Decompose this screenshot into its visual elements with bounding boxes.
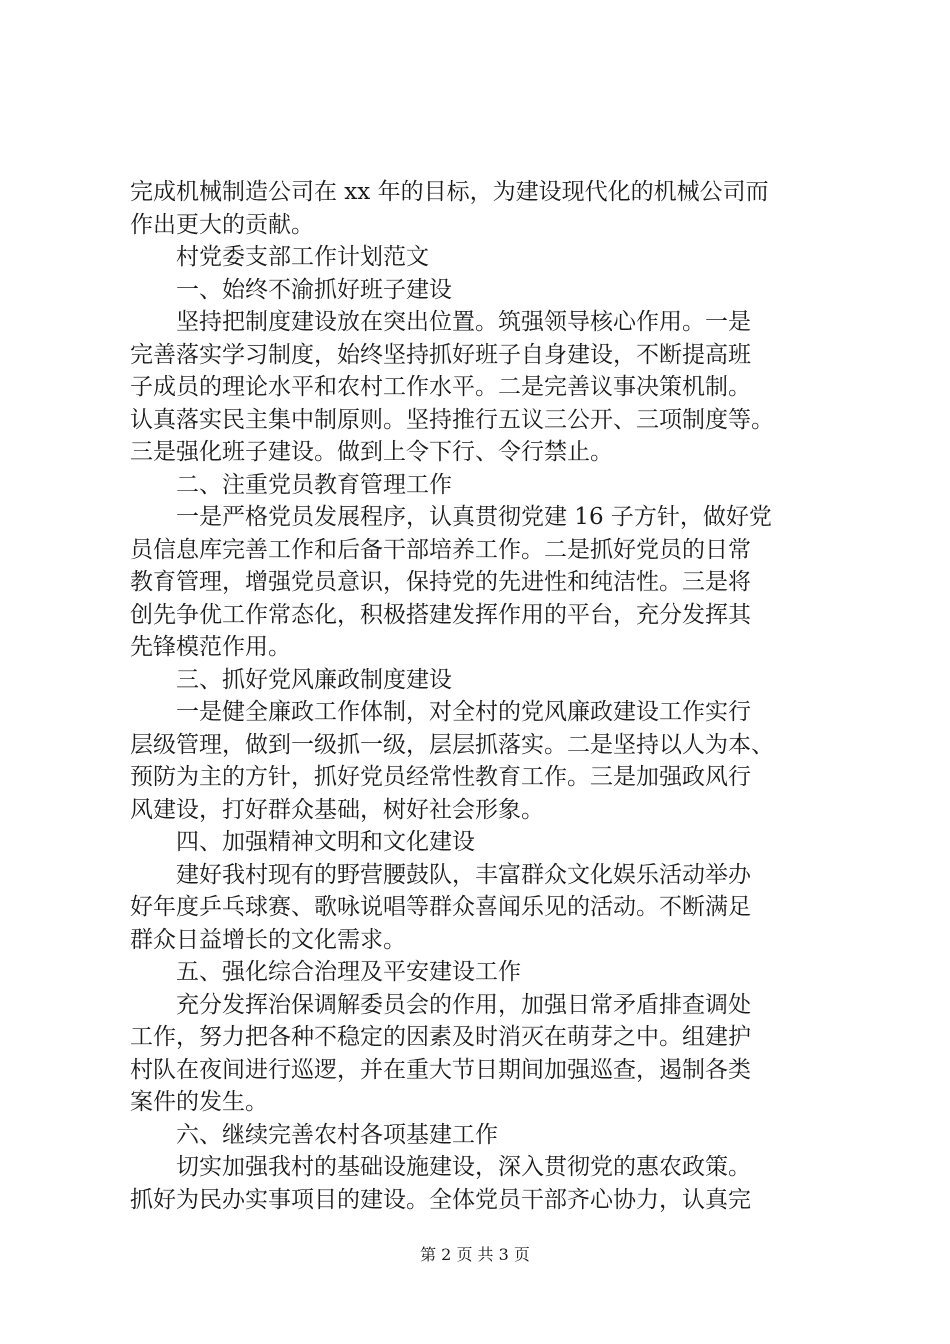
text-line: 认真落实民主集中制原则。坚持推行五议三公开、三项制度等。: [130, 406, 774, 433]
text-line: 建好我村现有的野营腰鼓队，丰富群众文化娱乐活动举办: [176, 861, 751, 888]
text-line: 教育管理，增强党员意识，保持党的先进性和纯洁性。三是将: [130, 569, 751, 595]
text-line: 二、注重党员教育管理工作: [176, 471, 452, 498]
text-line: 创先争优工作常态化，积极搭建发挥作用的平台，充分发挥其: [130, 601, 751, 628]
text-line: 工作，努力把各种不稳定的因素及时消灭在萌芽之中。组建护: [130, 1024, 751, 1050]
text-line: 村党委支部工作计划范文: [176, 244, 429, 270]
text-line: 五、强化综合治理及平安建设工作: [176, 959, 521, 985]
text-line: 风建设，打好群众基础，树好社会形象。: [130, 796, 544, 823]
text-line: 子成员的理论水平和农村工作水平。二是完善议事决策机制。: [130, 374, 751, 400]
text-line: 一是严格党员发展程序，认真贯彻党建 16 子方针，做好党: [176, 504, 772, 530]
text-line: 群众日益增长的文化需求。: [130, 926, 406, 953]
text-line: 一、始终不渝抓好班子建设: [176, 276, 452, 303]
text-line: 三是强化班子建设。做到上令下行、令行禁止。: [130, 439, 613, 465]
text-line: 案件的发生。: [130, 1089, 268, 1115]
text-line: 坚持把制度建设放在突出位置。筑强领导核心作用。一是: [176, 309, 751, 335]
text-line: 员信息库完善工作和后备干部培养工作。二是抓好党员的日常: [130, 536, 751, 563]
document-body: [130, 176, 830, 1216]
text-line: 四、加强精神文明和文化建设: [176, 829, 475, 855]
text-line: 预防为主的方针，抓好党员经常性教育工作。三是加强政风行: [130, 764, 751, 790]
text-line: 先锋模范作用。: [130, 634, 291, 660]
text-line: 完成机械制造公司在 xx 年的目标，为建设现代化的机械公司而: [130, 179, 769, 205]
text-line: 作出更大的贡献。: [130, 211, 314, 238]
text-line: 村队在夜间进行巡逻，并在重大节日期间加强巡查，遏制各类: [130, 1056, 751, 1083]
text-line: 充分发挥治保调解委员会的作用，加强日常矛盾排查调处: [176, 991, 751, 1018]
text-line: 一是健全廉政工作体制，对全村的党风廉政建设工作实行: [176, 699, 751, 725]
text-line: 层级管理，做到一级抓一级，层层抓落实。二是坚持以人为本、: [130, 731, 774, 758]
text-line: 抓好为民办实事项目的建设。全体党员干部齐心协力，认真完: [130, 1186, 751, 1213]
page-footer: 第 2 页 共 3 页: [420, 1245, 530, 1264]
text-line: 三、抓好党风廉政制度建设: [176, 666, 452, 693]
text-line: 切实加强我村的基础设施建设，深入贯彻党的惠农政策。: [176, 1154, 751, 1180]
text-line: 完善落实学习制度，始终坚持抓好班子自身建设，不断提高班: [130, 341, 751, 368]
text-line: 六、继续完善农村各项基建工作: [176, 1121, 498, 1148]
text-line: 好年度乒乓球赛、歌咏说唱等群众喜闻乐见的活动。不断满足: [130, 894, 751, 920]
